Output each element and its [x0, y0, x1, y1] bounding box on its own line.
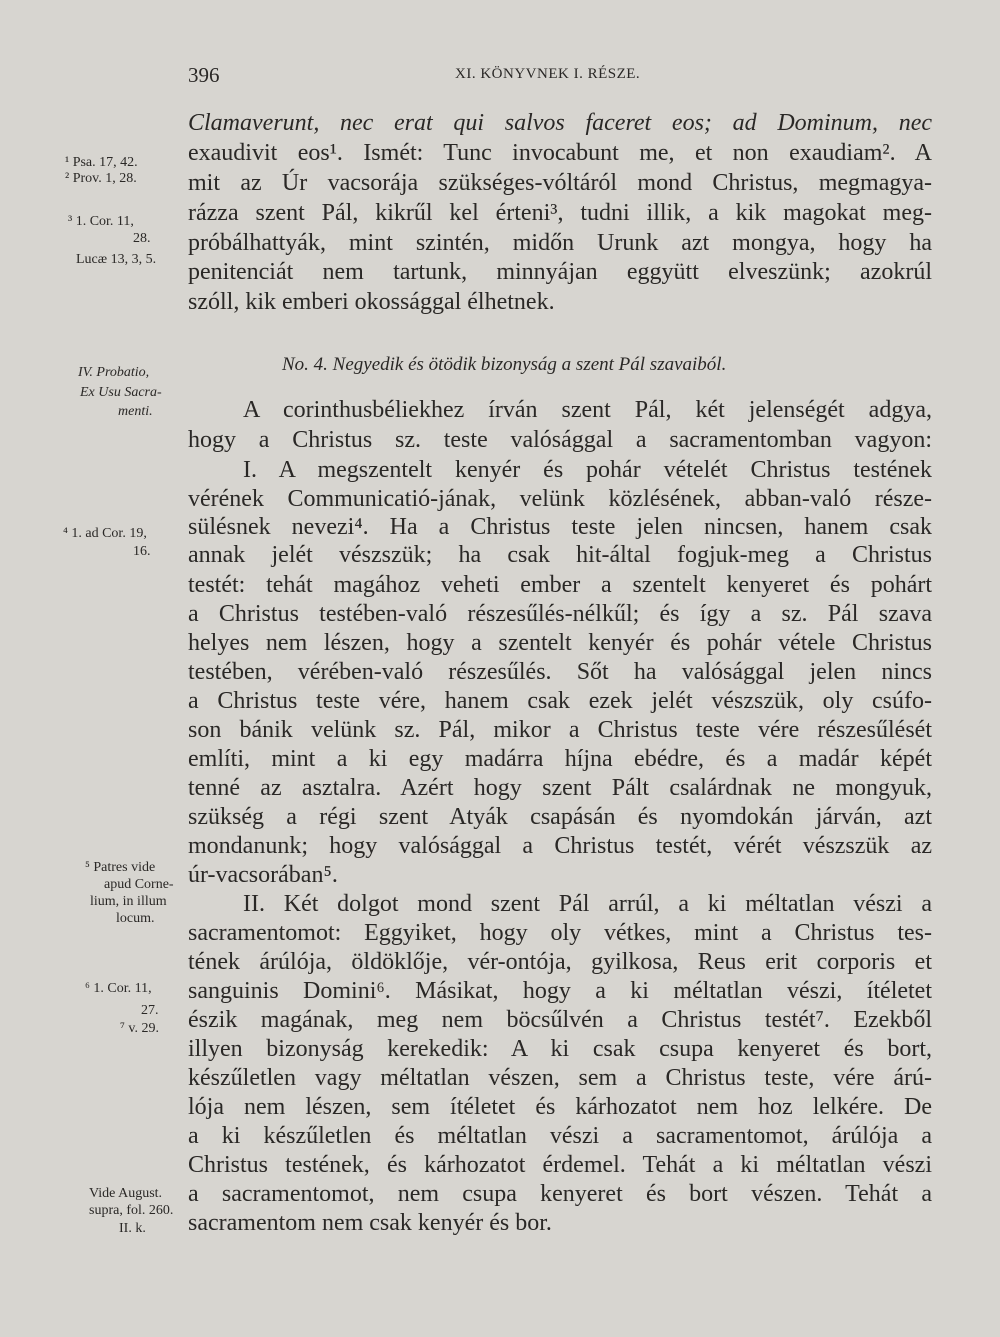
text-line: A corinthusbéliekhez írván szent Pál, két jelenségét adgya,	[243, 397, 932, 423]
margin-note: lium, in illum	[90, 894, 167, 909]
text-line: hogy a Christus sz. teste valósággal a sacramentomban vagyon:	[188, 427, 932, 453]
margin-note: 28.	[133, 231, 151, 246]
text-line: vérének Communicatió-jának, velünk közlésének, abban-való része-	[188, 486, 932, 512]
margin-note: Ex Usu Sacra-	[80, 385, 162, 400]
text-line: annak jelét vészszük; ha csak hit-által fogjuk-meg a Christus	[188, 542, 932, 568]
text-line: son bánik velünk sz. Pál, mikor a Christus teste vére részesűlését	[188, 717, 932, 743]
text-line: I. A megszentelt kenyér és pohár vételét Christus testének	[243, 457, 932, 483]
text-line: lója nem lészen, sem ítéletet és kárhozatot nem hoz lelkére. De	[188, 1094, 932, 1120]
margin-note: IV. Probatio,	[78, 365, 150, 380]
margin-note: menti.	[118, 404, 153, 419]
text-line: sülésnek nevezi⁴. Ha a Christus teste jelen nincsen, hanem csak	[188, 514, 932, 540]
margin-note: 16.	[133, 544, 151, 559]
margin-note: ² Prov. 1, 28.	[65, 171, 137, 186]
text-line: illyen bizonyság kerekedik: A ki csak csupa kenyeret és bort,	[188, 1036, 932, 1062]
text-line: tenné az asztalra. Azért hogy szent Pált csalárdnak ne mongyuk,	[188, 775, 932, 801]
text-line: testében, vérében-való részesűlés. Sőt ha valósággal jelen nincs	[188, 659, 932, 685]
page-number: 396	[188, 63, 220, 87]
margin-note: locum.	[116, 911, 155, 926]
margin-note: supra, fol. 260.	[89, 1203, 174, 1218]
margin-note: ³ 1. Cor. 11,	[68, 214, 134, 229]
margin-note: ¹ Psa. 17, 42.	[65, 155, 138, 170]
text-line: Christus testének, és kárhozatot érdemel. Tehát a ki méltatlan vészi	[188, 1152, 932, 1178]
text-line: penitenciát nem tartunk, minnyájan eggyütt elveszünk; azokrúl	[188, 259, 932, 285]
margin-note: II. k.	[119, 1221, 146, 1236]
margin-note: Lucæ 13, 3, 5.	[76, 252, 157, 267]
margin-note: ⁵ Patres vide	[85, 860, 156, 875]
margin-note: ⁷ v. 29.	[120, 1021, 159, 1036]
text-line: mit az Úr vacsorája szükséges-vóltáról mond Christus, megmagya-	[188, 170, 932, 196]
margin-note: Vide August.	[89, 1186, 163, 1201]
text-line: mondanunk; hogy valósággal a Christus testét, vérét vészszük az	[188, 833, 932, 859]
text-line: rázza szent Pál, kikrűl kel érteni³, tudni illik, a kik magokat meg-	[188, 200, 932, 226]
text-line: a ki készűletlen és méltatlan vészi a sacramentomot, árúlója a	[188, 1123, 932, 1149]
text-line: II. Két dolgot mond szent Pál arrúl, a ki méltatlan vészi a	[243, 891, 932, 917]
text-line: sacramentom nem csak kenyér és bor.	[188, 1210, 552, 1236]
text-line: sanguinis Domini⁶. Másikat, hogy a ki méltatlan vészi, ítéletet	[188, 978, 932, 1004]
text-line: sacramentomot: Eggyiket, hogy oly vétkes, mint a Christus tes-	[188, 920, 932, 946]
section-heading: No. 4. Negyedik és ötödik bizonyság a szent Pál szavaiból.	[282, 354, 727, 375]
text-line: a Christus teste vére, hanem csak ezek jelét vészszük, oly csúfo-	[188, 688, 932, 714]
margin-note: 27.	[141, 1003, 159, 1018]
margin-note: ⁶ 1. Cor. 11,	[85, 981, 152, 996]
text-line: úr-vacsorában⁵.	[188, 862, 338, 888]
text-line: a sacramentomot, nem csupa kenyeret és bort vészen. Tehát a	[188, 1181, 932, 1207]
text-line: helyes nem lészen, hogy a szentelt kenyér és pohár vétele Christus	[188, 630, 932, 656]
text-line: Clamaverunt, nec erat qui salvos faceret eos; ad Dominum, nec	[188, 110, 932, 136]
text-line: tének árúlója, öldöklője, vér-ontója, gyilkosa, Reus erit corporis et	[188, 949, 932, 975]
text-line: testét: tehát magához veheti ember a szentelt kenyeret és pohárt	[188, 572, 932, 598]
text-line: próbálhattyák, mint szintén, midőn Urunk azt mongya, hogy ha	[188, 230, 932, 256]
text-line: említi, mint a ki egy madárra híjna ebédre, és a madár képét	[188, 746, 932, 772]
text-line: szükség a régi szent Atyák csapásán és nyomdokán járván, azt	[188, 804, 932, 830]
margin-note: ⁴ 1. ad Cor. 19,	[63, 526, 147, 541]
text-line: szóll, kik emberi okossággal élhetnek.	[188, 289, 555, 315]
margin-note: apud Corne-	[104, 877, 174, 892]
text-line: exaudivit eos¹. Ismét: Tunc invocabunt me, et non exaudiam². A	[188, 140, 932, 166]
text-line: készűletlen vagy méltatlan vészen, sem a Christus teste, vére árú-	[188, 1065, 932, 1091]
running-head: XI. KÖNYVNEK I. RÉSZE.	[455, 66, 641, 82]
text-line: a Christus testében-való részesűlés-nélkűl; és így a sz. Pál szava	[188, 601, 932, 627]
text-line: észik magának, meg nem böcsűlvén a Christus testét⁷. Ezekből	[188, 1007, 932, 1033]
